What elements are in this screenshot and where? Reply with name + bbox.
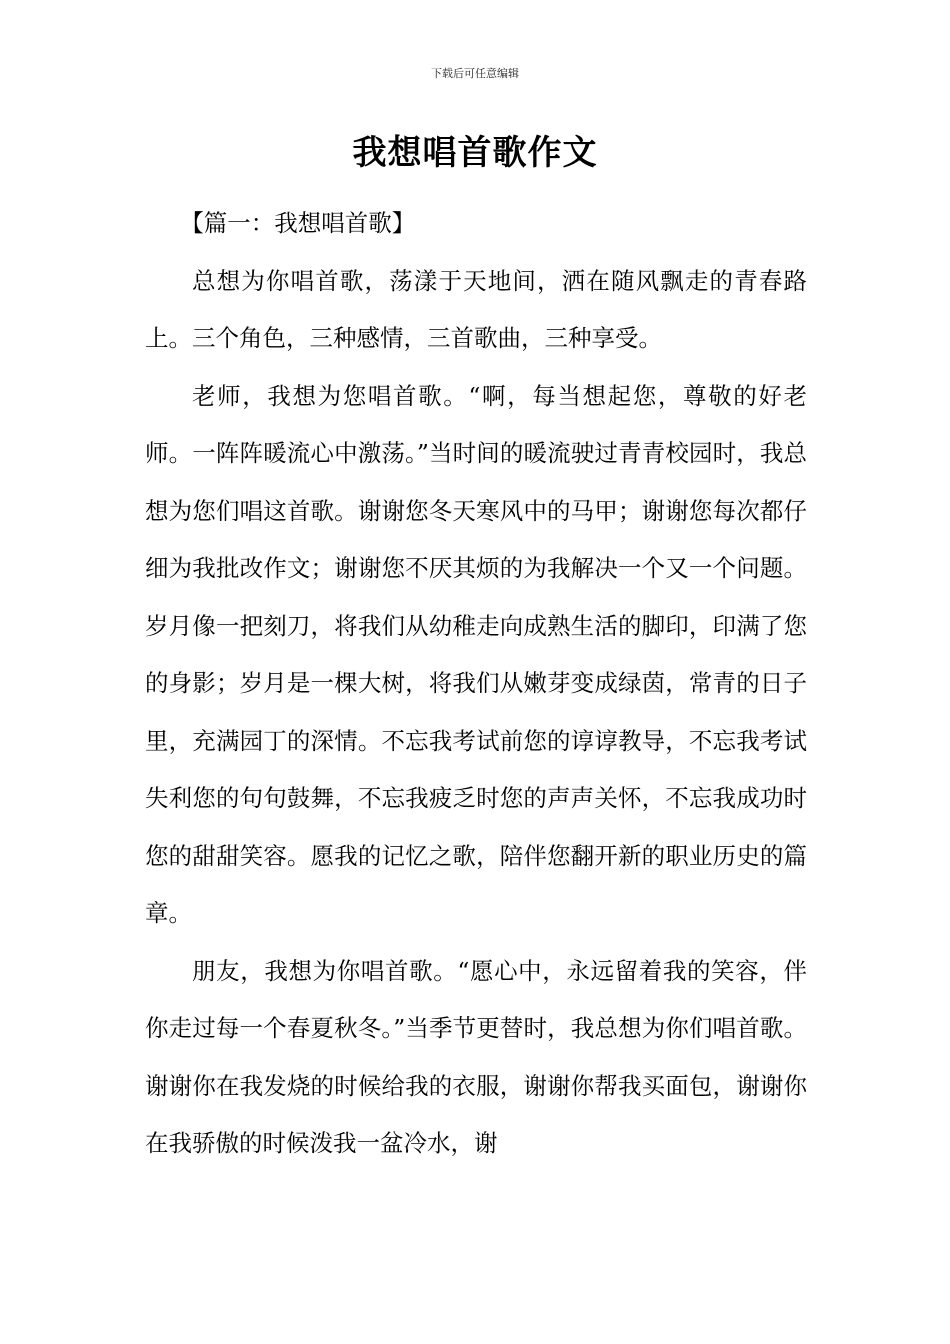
document-body	[145, 195, 807, 1173]
paragraph-friend: 朋友，我想为你唱首歌。“愿心中，永远留着我的笑容，伴你走过每一个春夏秋冬。”当季节更替时，我总想为你们唱首歌。谢谢你在我发烧的时候给我的衣服，谢谢你帮我买面包，谢谢你在我骄傲的时候泼我一盆冷水，谢	[145, 956, 807, 1157]
paragraph-intro: 总想为你唱首歌，荡漾于天地间，洒在随风飘走的青春路上。三个角色，三种感情，三首歌曲，三种享受。	[145, 266, 807, 352]
paragraph-teacher: 老师，我想为您唱首歌。“啊，每当想起您，尊敬的好老师。一阵阵暖流心中激荡。”当时间的暖流驶过青青校园时，我总想为您们唱这首歌。谢谢您冬天寒风中的马甲；谢谢您每次都仔细为我批改作文；谢谢您不厌其烦的为我解决一个又一个问题。岁月像一把刻刀，将我们从幼稚走向成熟生活的脚印，印满了您的身影；岁月是一棵大树，将我们从嫩芽变成绿茵，常青的日子里，充满园丁的深情。不忘我考试前您的谆谆教导，不忘我考试失利您的句句鼓舞，不忘我疲乏时您的声声关怀，不忘我成功时您的甜甜笑容。愿我的记忆之歌，陪伴您翻开新的职业历史的篇章。	[145, 381, 807, 927]
page-header-note: 下载后可任意编辑	[431, 67, 519, 80]
section-heading: 【篇一：我想唱首歌】	[180, 209, 416, 237]
document-title: 我想唱首歌作文	[352, 133, 598, 173]
